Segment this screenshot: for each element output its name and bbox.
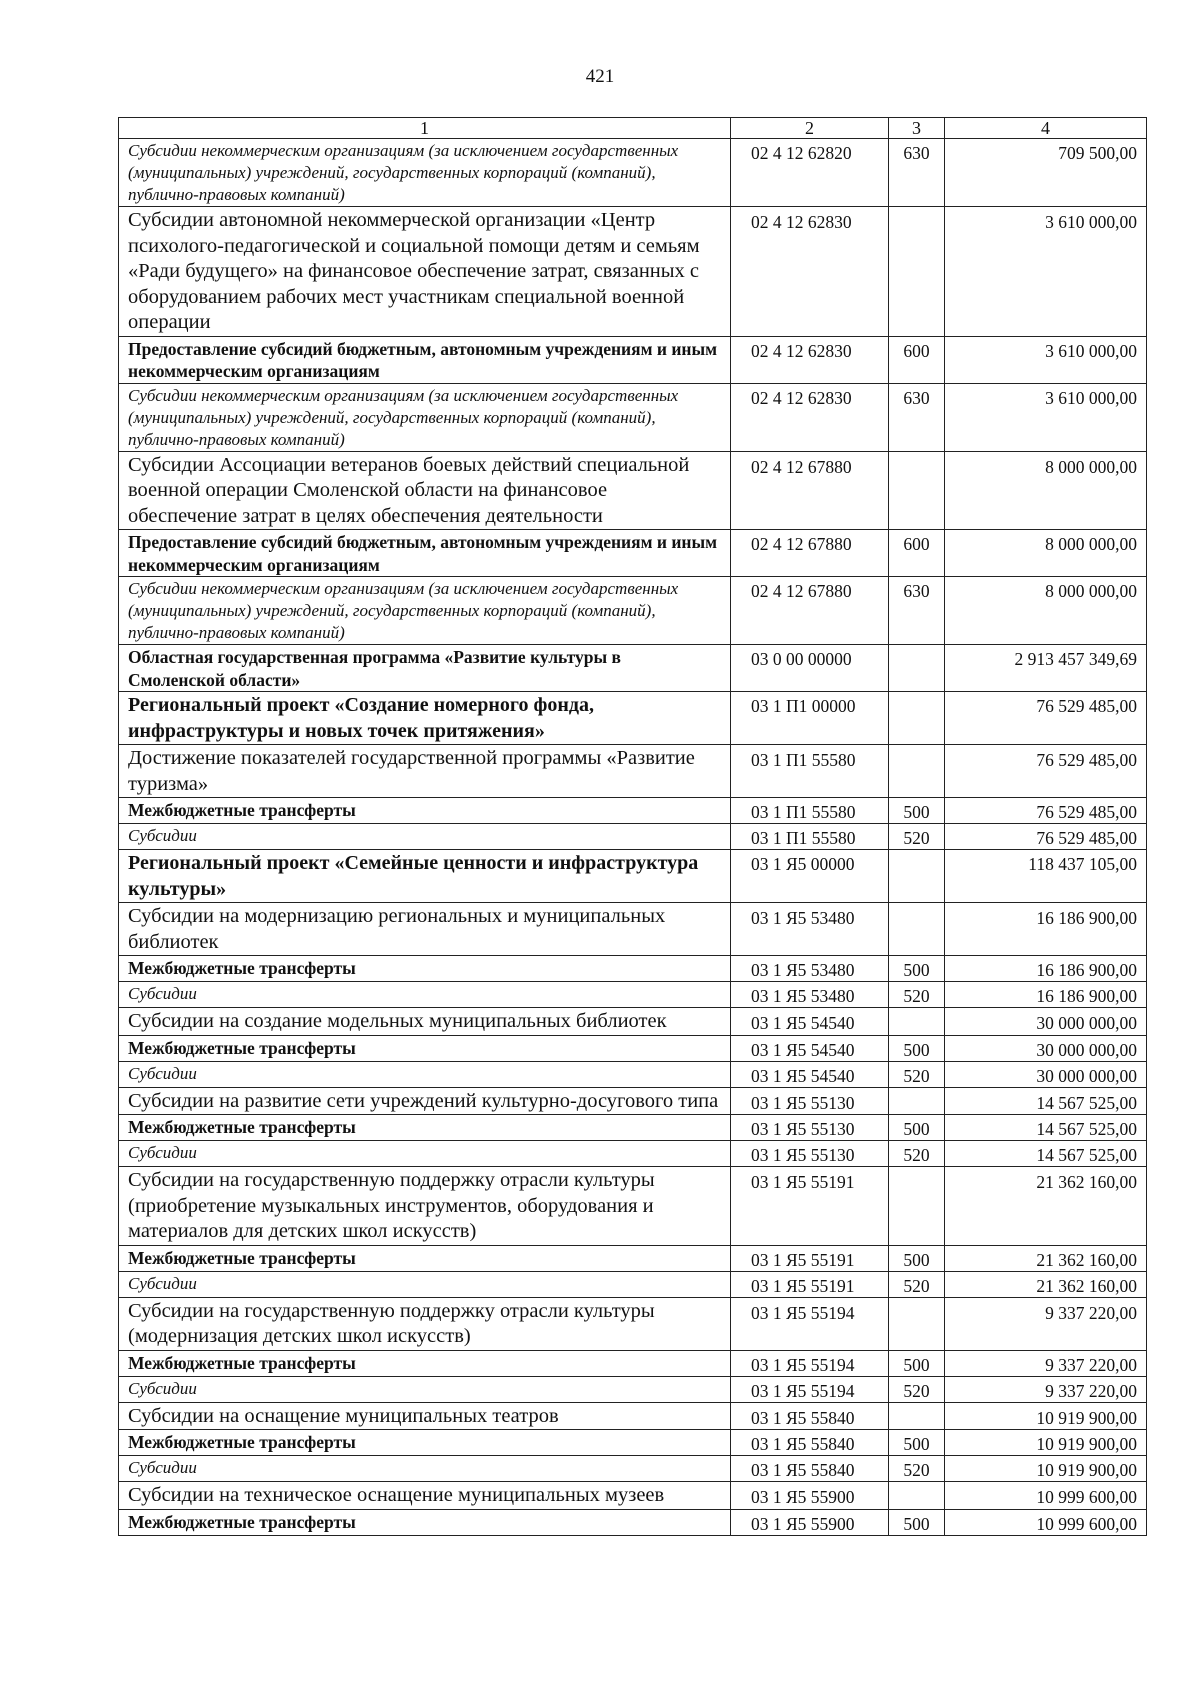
row-description: Субсидии на развитие сети учреждений культурно-досугового типа	[119, 1087, 731, 1115]
table-row	[119, 956, 1147, 982]
row-amount: 14 567 525,00	[945, 1087, 1147, 1115]
row-code: 03 1 П1 55580	[731, 798, 889, 824]
row-expense-type	[889, 207, 945, 337]
table-row	[119, 1456, 1147, 1482]
row-expense-type: 500	[889, 1430, 945, 1456]
row-amount: 3 610 000,00	[945, 383, 1147, 451]
row-description: Субсидии на создание модельных муниципальных библиотек	[119, 1008, 731, 1036]
row-amount: 8 000 000,00	[945, 530, 1147, 577]
row-description: Межбюджетные трансферты	[119, 1509, 731, 1535]
table-row	[119, 798, 1147, 824]
page-number: 421	[585, 66, 615, 87]
table-row	[119, 207, 1147, 337]
row-description: Субсидии Ассоциации ветеранов боевых действий специальной военной операции Смоленской области на финансовое обеспечение затрат в целях обеспечения деятельности	[119, 451, 731, 530]
row-amount: 30 000 000,00	[945, 1061, 1147, 1087]
row-amount: 10 919 900,00	[945, 1402, 1147, 1430]
row-code: 03 1 Я5 54540	[731, 1008, 889, 1036]
row-expense-type: 520	[889, 1141, 945, 1167]
row-expense-type: 520	[889, 1271, 945, 1297]
header-col-3: 3	[889, 118, 945, 139]
budget-table	[118, 117, 1147, 1536]
row-amount: 76 529 485,00	[945, 798, 1147, 824]
row-expense-type	[889, 903, 945, 956]
row-amount: 9 337 220,00	[945, 1376, 1147, 1402]
table-row	[119, 1167, 1147, 1246]
row-code: 02 4 12 67880	[731, 451, 889, 530]
row-amount: 10 999 600,00	[945, 1509, 1147, 1535]
row-expense-type	[889, 850, 945, 903]
row-expense-type: 600	[889, 336, 945, 383]
row-amount: 30 000 000,00	[945, 1008, 1147, 1036]
row-expense-type: 520	[889, 1456, 945, 1482]
row-description: Предоставление субсидий бюджетным, автономным учреждениям и иным некоммерческим организациям	[119, 530, 731, 577]
row-code: 03 1 П1 55580	[731, 745, 889, 798]
row-code: 03 1 Я5 55191	[731, 1245, 889, 1271]
row-expense-type	[889, 745, 945, 798]
row-expense-type: 520	[889, 982, 945, 1008]
row-description: Межбюджетные трансферты	[119, 1035, 731, 1061]
row-code: 03 1 Я5 55194	[731, 1297, 889, 1350]
row-amount: 16 186 900,00	[945, 982, 1147, 1008]
table-row	[119, 1008, 1147, 1036]
table-body	[119, 139, 1147, 1536]
row-description: Межбюджетные трансферты	[119, 1430, 731, 1456]
row-amount: 76 529 485,00	[945, 745, 1147, 798]
row-code: 03 1 Я5 55840	[731, 1456, 889, 1482]
table-row	[119, 1430, 1147, 1456]
row-expense-type	[889, 645, 945, 692]
table-row	[119, 824, 1147, 850]
row-amount: 10 919 900,00	[945, 1430, 1147, 1456]
table-row	[119, 1271, 1147, 1297]
table-row	[119, 1061, 1147, 1087]
row-expense-type: 500	[889, 798, 945, 824]
table-row	[119, 645, 1147, 692]
row-description: Предоставление субсидий бюджетным, автономным учреждениям и иным некоммерческим организациям	[119, 336, 731, 383]
table-row	[119, 577, 1147, 645]
row-code: 03 1 Я5 00000	[731, 850, 889, 903]
row-description: Субсидии некоммерческим организациям (за исключением государственных (муниципальных) учреждений, государственных корпораций (компаний), публично-правовых компаний)	[119, 577, 731, 645]
row-expense-type: 500	[889, 1245, 945, 1271]
row-description: Субсидии на оснащение муниципальных театров	[119, 1402, 731, 1430]
row-expense-type: 500	[889, 1350, 945, 1376]
row-amount: 30 000 000,00	[945, 1035, 1147, 1061]
row-code: 02 4 12 67880	[731, 530, 889, 577]
row-code: 03 1 П1 55580	[731, 824, 889, 850]
row-description: Субсидии на техническое оснащение муниципальных музеев	[119, 1482, 731, 1510]
row-expense-type: 520	[889, 1061, 945, 1087]
budget-table-container	[118, 117, 1146, 1536]
row-expense-type	[889, 1297, 945, 1350]
row-code: 02 4 12 62820	[731, 139, 889, 207]
table-row	[119, 383, 1147, 451]
row-amount: 21 362 160,00	[945, 1245, 1147, 1271]
row-code: 03 1 Я5 54540	[731, 1035, 889, 1061]
row-amount: 14 567 525,00	[945, 1141, 1147, 1167]
header-col-1: 1	[119, 118, 731, 139]
row-description: Субсидии на государственную поддержку отрасли культуры (модернизация детских школ искусств)	[119, 1297, 731, 1350]
table-row	[119, 1297, 1147, 1350]
row-description: Субсидии	[119, 1061, 731, 1087]
table-row	[119, 692, 1147, 745]
row-code: 03 1 Я5 54540	[731, 1061, 889, 1087]
row-code: 02 4 12 67880	[731, 577, 889, 645]
row-amount: 9 337 220,00	[945, 1350, 1147, 1376]
row-code: 03 0 00 00000	[731, 645, 889, 692]
table-row	[119, 1402, 1147, 1430]
row-code: 03 1 Я5 55191	[731, 1271, 889, 1297]
row-amount: 118 437 105,00	[945, 850, 1147, 903]
row-description: Межбюджетные трансферты	[119, 1115, 731, 1141]
row-description: Межбюджетные трансферты	[119, 798, 731, 824]
table-row	[119, 1115, 1147, 1141]
table-row	[119, 451, 1147, 530]
row-amount: 16 186 900,00	[945, 903, 1147, 956]
row-amount: 709 500,00	[945, 139, 1147, 207]
row-description: Субсидии	[119, 1456, 731, 1482]
row-expense-type: 520	[889, 824, 945, 850]
row-description: Субсидии на модернизацию региональных и муниципальных библиотек	[119, 903, 731, 956]
row-expense-type: 520	[889, 1376, 945, 1402]
header-col-2: 2	[731, 118, 889, 139]
row-code: 02 4 12 62830	[731, 383, 889, 451]
table-row	[119, 139, 1147, 207]
row-expense-type	[889, 1402, 945, 1430]
table-row	[119, 1087, 1147, 1115]
row-description: Региональный проект «Семейные ценности и инфраструктура культуры»	[119, 850, 731, 903]
row-code: 03 1 П1 00000	[731, 692, 889, 745]
row-amount: 76 529 485,00	[945, 692, 1147, 745]
row-description: Субсидии на государственную поддержку отрасли культуры (приобретение музыкальных инструментов, оборудования и материалов для детских школ искусств)	[119, 1167, 731, 1246]
row-description: Субсидии	[119, 1271, 731, 1297]
table-row	[119, 1482, 1147, 1510]
row-code: 03 1 Я5 53480	[731, 903, 889, 956]
row-amount: 76 529 485,00	[945, 824, 1147, 850]
table-row	[119, 745, 1147, 798]
table-row	[119, 1035, 1147, 1061]
row-amount: 9 337 220,00	[945, 1297, 1147, 1350]
row-description: Субсидии	[119, 982, 731, 1008]
table-row	[119, 850, 1147, 903]
table-header-row	[119, 118, 1147, 139]
row-expense-type: 630	[889, 383, 945, 451]
row-description: Достижение показателей государственной программы «Развитие туризма»	[119, 745, 731, 798]
row-expense-type	[889, 692, 945, 745]
row-description: Межбюджетные трансферты	[119, 956, 731, 982]
row-expense-type	[889, 1167, 945, 1246]
row-description: Субсидии	[119, 1141, 731, 1167]
row-description: Межбюджетные трансферты	[119, 1350, 731, 1376]
row-description: Субсидии автономной некоммерческой организации «Центр психолого-педагогической и социальной помощи детям и семьям «Ради будущего» на финансовое обеспечение затрат, связанных с оборудованием рабочих мест участникам специальной военной операции	[119, 207, 731, 337]
row-code: 03 1 Я5 55194	[731, 1350, 889, 1376]
row-expense-type	[889, 1008, 945, 1036]
row-description: Областная государственная программа «Развитие культуры в Смоленской области»	[119, 645, 731, 692]
row-code: 03 1 Я5 55130	[731, 1087, 889, 1115]
row-description: Региональный проект «Создание номерного фонда, инфраструктуры и новых точек притяжения»	[119, 692, 731, 745]
row-expense-type: 500	[889, 1115, 945, 1141]
header-col-4: 4	[945, 118, 1147, 139]
row-amount: 10 999 600,00	[945, 1482, 1147, 1510]
row-code: 03 1 Я5 55900	[731, 1482, 889, 1510]
row-code: 03 1 Я5 55840	[731, 1430, 889, 1456]
table-row	[119, 336, 1147, 383]
table-row	[119, 530, 1147, 577]
row-expense-type: 600	[889, 530, 945, 577]
table-row	[119, 1245, 1147, 1271]
row-code: 02 4 12 62830	[731, 207, 889, 337]
table-row	[119, 1141, 1147, 1167]
table-row	[119, 1509, 1147, 1535]
row-description: Субсидии некоммерческим организациям (за исключением государственных (муниципальных) учреждений, государственных корпораций (компаний), публично-правовых компаний)	[119, 139, 731, 207]
row-code: 03 1 Я5 55900	[731, 1509, 889, 1535]
row-expense-type: 630	[889, 577, 945, 645]
row-code: 03 1 Я5 55130	[731, 1115, 889, 1141]
row-amount: 10 919 900,00	[945, 1456, 1147, 1482]
row-amount: 3 610 000,00	[945, 207, 1147, 337]
row-expense-type: 630	[889, 139, 945, 207]
row-description: Субсидии	[119, 824, 731, 850]
row-description: Субсидии	[119, 1376, 731, 1402]
row-expense-type: 500	[889, 956, 945, 982]
row-amount: 16 186 900,00	[945, 956, 1147, 982]
table-row	[119, 1376, 1147, 1402]
row-code: 03 1 Я5 55840	[731, 1402, 889, 1430]
row-code: 03 1 Я5 53480	[731, 982, 889, 1008]
row-expense-type	[889, 451, 945, 530]
row-expense-type	[889, 1087, 945, 1115]
row-expense-type: 500	[889, 1035, 945, 1061]
row-amount: 3 610 000,00	[945, 336, 1147, 383]
table-row	[119, 1350, 1147, 1376]
row-amount: 21 362 160,00	[945, 1167, 1147, 1246]
row-amount: 14 567 525,00	[945, 1115, 1147, 1141]
row-amount: 2 913 457 349,69	[945, 645, 1147, 692]
row-amount: 21 362 160,00	[945, 1271, 1147, 1297]
row-expense-type: 500	[889, 1509, 945, 1535]
row-description: Межбюджетные трансферты	[119, 1245, 731, 1271]
row-amount: 8 000 000,00	[945, 577, 1147, 645]
row-code: 03 1 Я5 55191	[731, 1167, 889, 1246]
table-row	[119, 982, 1147, 1008]
row-description: Субсидии некоммерческим организациям (за исключением государственных (муниципальных) учреждений, государственных корпораций (компаний), публично-правовых компаний)	[119, 383, 731, 451]
row-expense-type	[889, 1482, 945, 1510]
row-amount: 8 000 000,00	[945, 451, 1147, 530]
table-row	[119, 903, 1147, 956]
row-code: 03 1 Я5 55130	[731, 1141, 889, 1167]
row-code: 03 1 Я5 53480	[731, 956, 889, 982]
row-code: 02 4 12 62830	[731, 336, 889, 383]
row-code: 03 1 Я5 55194	[731, 1376, 889, 1402]
